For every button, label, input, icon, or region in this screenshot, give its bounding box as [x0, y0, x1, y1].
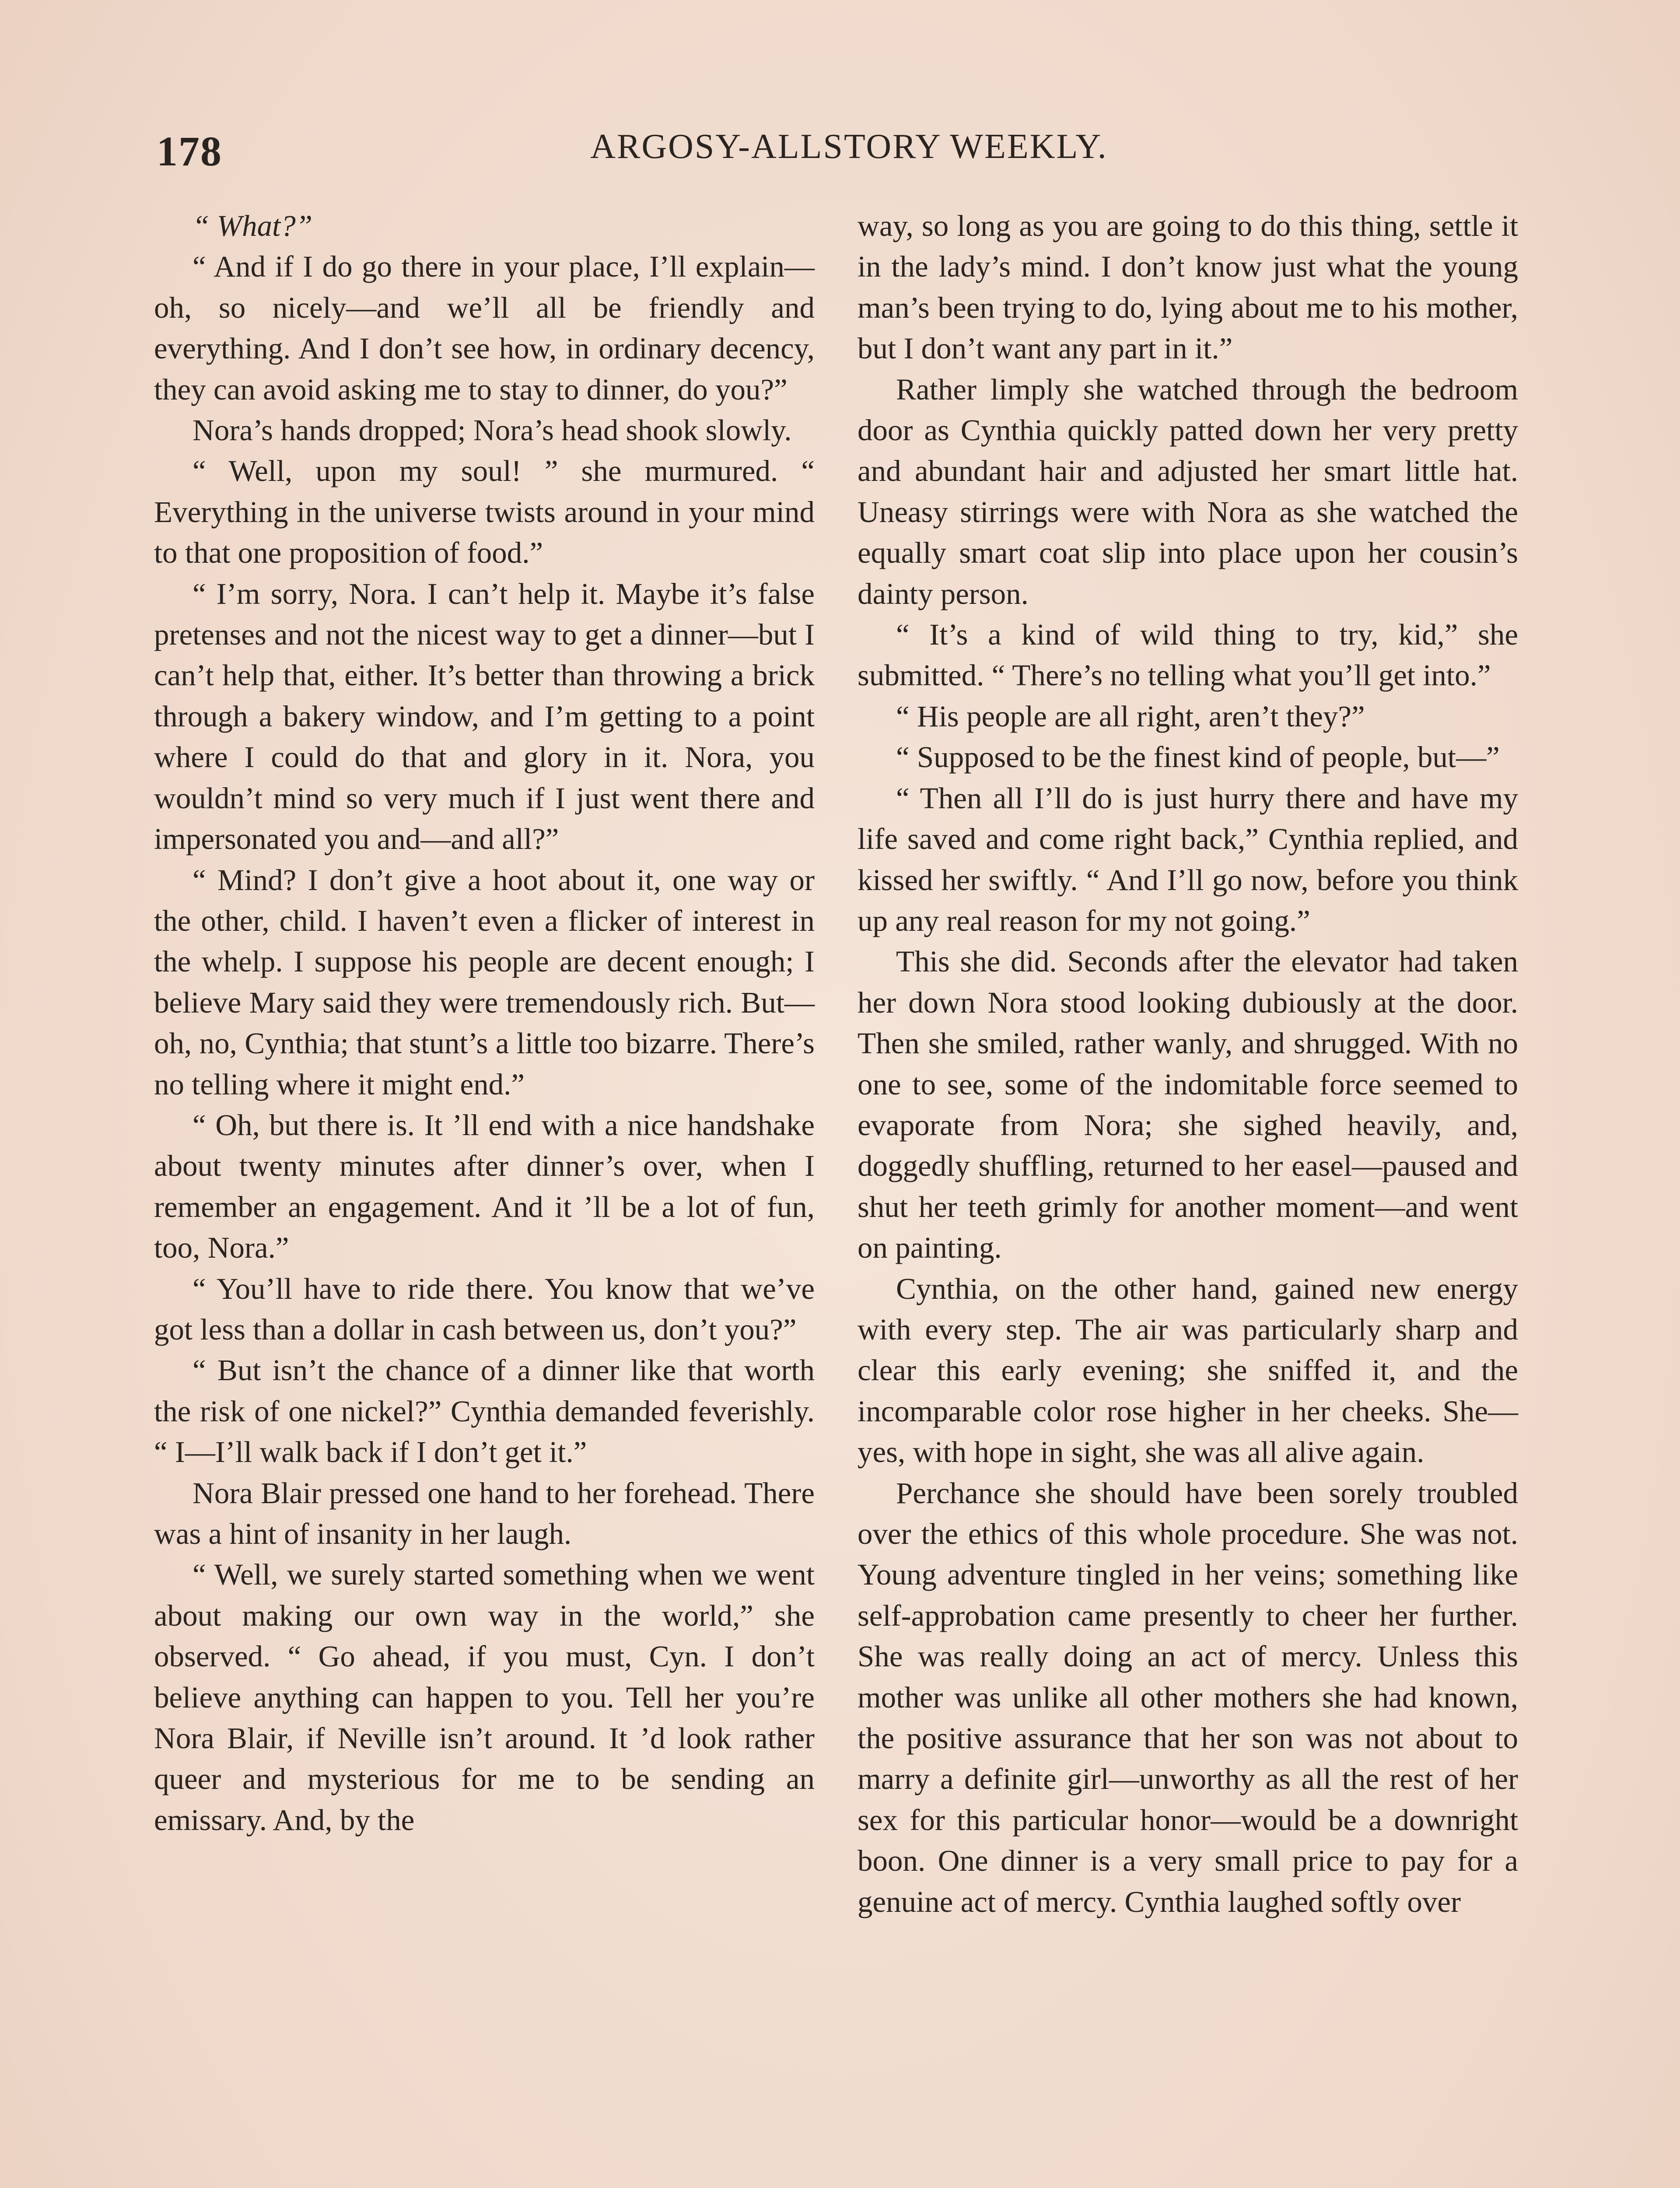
paragraph: Cynthia, on the other hand, gained new energy with every step. The air was particularly sharp and clear this early evening; she sniffed it, and the incomparable color rose higher in her cheeks. She—yes, with hope in sight, she was all alive again.	[858, 1272, 1518, 1469]
paragraph: “ Oh, but there is. It ’ll end with a nice handshake about twenty minutes after dinner’s over, when I remember an engagement. And it ’ll be a lot of fun, too, Nora.”	[154, 1108, 815, 1265]
paragraph: “ Supposed to be the finest kind of people, but—”	[896, 740, 1500, 774]
paragraph: “ What?”	[192, 209, 313, 242]
left-column	[154, 206, 815, 1841]
paragraph: “ You’ll have to ride there. You know that we’ve got less than a dollar in cash between us, don’t you?”	[154, 1272, 815, 1346]
paragraph: “ Then all I’ll do is just hurry there and have my life saved and come right back,” Cynthia replied, and kissed her swiftly. “ And I’ll go now, before you think up any real reason for my not going.”	[858, 781, 1518, 937]
paragraph: “ His people are all right, aren’t they?”	[896, 699, 1365, 733]
paragraph: Rather limply she watched through the bedroom door as Cynthia quickly patted down her very pretty and abundant hair and adjusted her smart little hat. Uneasy stirrings were with Nora as she watched the equally smart coat slip into place upon her cousin’s dainty person.	[858, 372, 1518, 610]
paragraph: Nora Blair pressed one hand to her forehead. There was a hint of insanity in her laugh.	[154, 1476, 815, 1550]
paragraph: “ Mind? I don’t give a hoot about it, one way or the other, child. I haven’t even a flicker of interest in the whelp. I suppose his people are decent enough; I believe Mary said they were tremendously rich. But—oh, no, Cynthia; that stunt’s a little too bizarre. There’s no telling where it might end.”	[154, 863, 815, 1101]
paragraph: way, so long as you are going to do this thing, settle it in the lady’s mind. I don’t know just what the young man’s been trying to do, lying about me to his mother, but I don’t want any part in it.”	[858, 209, 1518, 365]
paragraph: “ Well, we surely started something when we went about making our own way in the world,” she observed. “ Go ahead, if you must, Cyn. I don’t believe anything can happen to you. Tell her you’re Nora Blair, if Neville isn’t around. It ’d look rather queer and mysterious for me to be sending an emissary. And, by the	[154, 1558, 815, 1837]
paragraph: “ But isn’t the chance of a dinner like that worth the risk of one nickel?” Cynthia demanded feverishly. “ I—I’ll walk back if I don’t get it.”	[154, 1353, 815, 1469]
paragraph: This she did. Seconds after the elevator had taken her down Nora stood looking dubiously at the door. Then she smiled, rather wanly, and shrugged. With no one to see, some of the indomitable force seemed to evaporate from Nora; she sighed heavily, and, doggedly shuffling, returned to her easel—paused and shut her teeth grimly for another moment—and went on painting.	[858, 945, 1518, 1265]
page-header	[157, 127, 1541, 184]
paragraph: Perchance she should have been sorely troubled over the ethics of this whole procedure. She was not. Young adventure tingled in her veins; something like self-approbation came presently to cheer her further. She was really doing an act of mercy. Unless this mother was unlike all other mothers she had known, the positive assurance that her son was not about to marry a definite girl—unworthy as all the rest of her sex for this particular honor—would be a downright boon. One dinner is a very small price to pay for a genuine act of mercy. Cynthia laughed softly over	[858, 1476, 1518, 1918]
running-title: ARGOSY-ALLSTORY WEEKLY.	[590, 127, 1108, 166]
paragraph: “ Well, upon my soul! ” she murmured. “ Everything in the universe twists around in your mind to that one proposition of food.”	[154, 454, 815, 570]
page-number: 178	[157, 128, 222, 175]
paragraph: “ It’s a kind of wild thing to try, kid,” she submitted. “ There’s no telling what you’ll get into.”	[858, 618, 1518, 692]
paragraph: “ And if I do go there in your place, I’ll explain—oh, so nicely—and we’ll all be friendly and everything. And I don’t see how, in ordinary decency, they can avoid asking me to stay to dinner, do you?”	[154, 250, 815, 406]
right-column	[858, 206, 1518, 1922]
paragraph: “ I’m sorry, Nora. I can’t help it. Maybe it’s false pretenses and not the nicest way to get a dinner—but I can’t help that, either. It’s better than throwing a brick through a bakery window, and I’m getting to a point where I could do that and glory in it. Nora, you wouldn’t mind so very much if I just went there and impersonated you and—and all?”	[154, 577, 815, 856]
paragraph: Nora’s hands dropped; Nora’s head shook slowly.	[192, 414, 792, 447]
